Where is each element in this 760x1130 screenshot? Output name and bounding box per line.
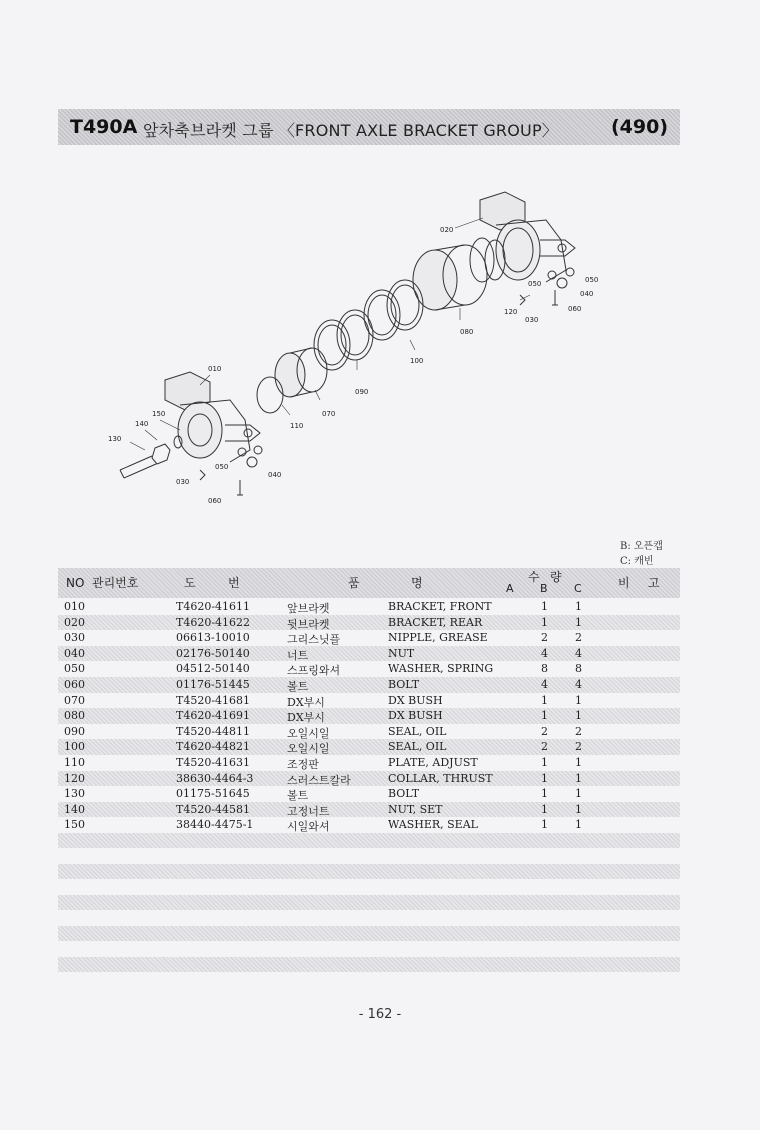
header-ryang: 량 [550,570,562,584]
cell-no: 030 [64,631,85,645]
cell-en: BRACKET, REAR [388,615,483,629]
cell-part: T4620-44821 [176,740,251,754]
cell-en: BOLT [388,787,420,801]
bush-080-drawing [413,245,487,310]
model-code: T490A [70,116,138,138]
table-row [58,693,680,709]
cell-no: 130 [64,787,85,801]
empty-band [58,957,680,972]
cell-kr: 고정너트 [287,804,330,818]
callout-030: 030 [525,316,539,324]
callout-070: 070 [322,410,336,418]
header-mgmt-no: 관리번호 [92,576,139,590]
header-a: A [506,582,514,595]
callout-050: 050 [528,280,542,288]
header-do: 도 [184,576,196,590]
cell-b: 1 [541,709,548,723]
cell-en: PLATE, ADJUST [388,756,478,769]
cell-no: 090 [64,724,85,738]
cell-kr: 볼트 [287,789,309,803]
cell-part: 06613-10010 [176,631,250,645]
table-row [58,708,680,724]
cell-b: 1 [541,771,548,785]
callout-140: 140 [135,420,149,428]
callout-090: 090 [355,388,369,396]
cell-kr: 오일시일 [287,742,330,756]
cell-en: BRACKET, FRONT [388,600,492,613]
cell-kr: 스프링와셔 [287,664,341,678]
cell-b: 1 [541,615,548,629]
cell-b: 1 [541,787,548,801]
callout-130: 130 [108,435,122,443]
page-number: - 162 - [358,1007,402,1022]
empty-band [58,864,680,879]
table-row [58,677,680,693]
cell-no: 140 [64,802,85,816]
cell-no: 050 [64,662,85,676]
cell-kr: 시일와셔 [287,820,330,834]
callout-120: 120 [504,308,518,316]
table-row [58,786,680,802]
cell-en: DX BUSH [388,709,443,723]
callout-080: 080 [460,328,474,336]
cell-c: 1 [575,615,582,629]
cell-no: 070 [64,693,85,707]
cell-c: 2 [575,740,582,754]
table-row [58,755,680,771]
cell-part: T4620-41611 [176,600,251,613]
cell-kr: 그리스닛플 [287,633,341,647]
table-row [58,646,680,662]
callout-040: 040 [580,290,594,298]
legend-b: B: 오픈캡 [620,541,663,552]
diagram-drawing [100,180,620,520]
cell-kr: DX부시 [287,711,325,725]
header-bi: 비 [618,576,630,590]
cell-no: 120 [64,771,85,785]
cell-part: T4620-41622 [176,615,251,629]
cell-kr: 조정판 [287,758,319,771]
cell-no: 080 [64,709,85,723]
cell-part: 38630-4464-3 [176,771,254,785]
exploded-parts-diagram [100,180,620,520]
cell-b: 4 [541,646,548,660]
cell-part: 02176-50140 [176,646,250,660]
cell-kr: 뒷브라켓 [287,617,330,631]
empty-band [58,926,680,941]
table-row [58,817,680,833]
table-row [58,724,680,740]
cell-en: COLLAR, THRUST [388,771,493,785]
callout-150: 150 [152,410,166,418]
cell-en: NUT, SET [388,802,443,816]
legend-c: C: 캐빈 [620,556,654,567]
cell-en: SEAL, OIL [388,724,447,738]
callout-100: 100 [410,357,424,365]
table-row [58,661,680,677]
callout-020: 020 [440,226,454,234]
header-myeong: 명 [411,576,423,590]
header-go: 고 [648,576,660,590]
cell-b: 2 [541,631,548,645]
group-title: 앞차축브라켓 그룹 〈FRONT AXLE BRACKET GROUP〉 [143,121,558,140]
header-su: 수 [528,570,540,584]
title-bar [58,109,680,145]
cell-c: 1 [575,802,582,816]
cell-no: 040 [64,646,85,660]
front-bracket-drawing [165,372,260,462]
cell-en: NUT [388,646,415,660]
cell-b: 2 [541,740,548,754]
cell-en: NIPPLE, GREASE [388,631,488,645]
cell-part: 01176-51445 [176,678,250,691]
cell-c: 1 [575,600,582,613]
cell-b: 1 [541,600,548,613]
callout-060: 060 [568,305,582,313]
header-beon: 번 [228,576,240,590]
callout-060: 060 [208,497,222,505]
cell-c: 4 [575,646,582,660]
cell-b: 1 [541,693,548,707]
cell-c: 1 [575,771,582,785]
header-c: C [574,582,582,595]
cell-kr: 오일시일 [287,726,330,740]
table-row [58,599,680,615]
callout-030: 030 [176,478,190,486]
cell-no: 010 [64,600,85,613]
cell-no: 060 [64,678,85,691]
header-pum: 품 [348,576,360,590]
callout-040: 040 [268,471,282,479]
cell-kr: 너트 [287,648,309,662]
cell-b: 1 [541,802,548,816]
rear-bracket-drawing [480,192,575,282]
table-row [58,739,680,755]
callout-050: 050 [215,463,229,471]
cell-kr: 볼트 [287,680,309,693]
cell-c: 1 [575,693,582,707]
cell-c: 1 [575,756,582,769]
table-row [58,630,680,646]
table-row [58,615,680,631]
cell-no: 020 [64,615,85,629]
empty-band [58,895,680,910]
callout-050: 050 [585,276,599,284]
cell-c: 2 [575,724,582,738]
cell-b: 4 [541,678,548,691]
cell-en: WASHER, SPRING [388,662,494,676]
cell-en: SEAL, OIL [388,740,447,754]
cell-part: 01175-51645 [176,787,250,801]
table-row [58,802,680,818]
cell-part: T4520-44811 [176,724,251,738]
cell-kr: 스러스트칼라 [287,773,351,787]
cell-c: 1 [575,787,582,801]
cell-b: 8 [541,662,548,676]
cell-c: 1 [575,709,582,723]
empty-band [58,833,680,848]
cell-no: 150 [64,818,85,832]
cell-c: 1 [575,818,582,832]
cell-c: 4 [575,678,582,691]
cell-b: 1 [541,756,548,769]
cell-no: 100 [64,740,85,754]
cell-en: WASHER, SEAL [388,818,478,832]
header-b: B [540,582,548,595]
cell-c: 2 [575,631,582,645]
cell-part: T4520-44581 [176,802,251,816]
cell-part: T4520-41681 [176,693,251,707]
cell-part: 38440-4475-1 [176,818,254,832]
cell-kr: DX부시 [287,695,325,709]
parts-table-header [58,568,680,598]
cell-part: T4620-41691 [176,709,251,723]
cell-b: 1 [541,818,548,832]
cell-en: DX BUSH [388,693,443,707]
cell-part: T4520-41631 [176,756,251,769]
cell-en: BOLT [388,678,420,691]
group-number: (490) [610,116,668,138]
cell-c: 8 [575,662,582,676]
cell-no: 110 [64,756,85,769]
cell-b: 2 [541,724,548,738]
header-no: NO [66,576,85,590]
cell-kr: 앞브라켓 [287,602,330,615]
callout-110: 110 [290,422,304,430]
callout-010: 010 [208,365,222,373]
cell-part: 04512-50140 [176,662,250,676]
table-row [58,771,680,787]
